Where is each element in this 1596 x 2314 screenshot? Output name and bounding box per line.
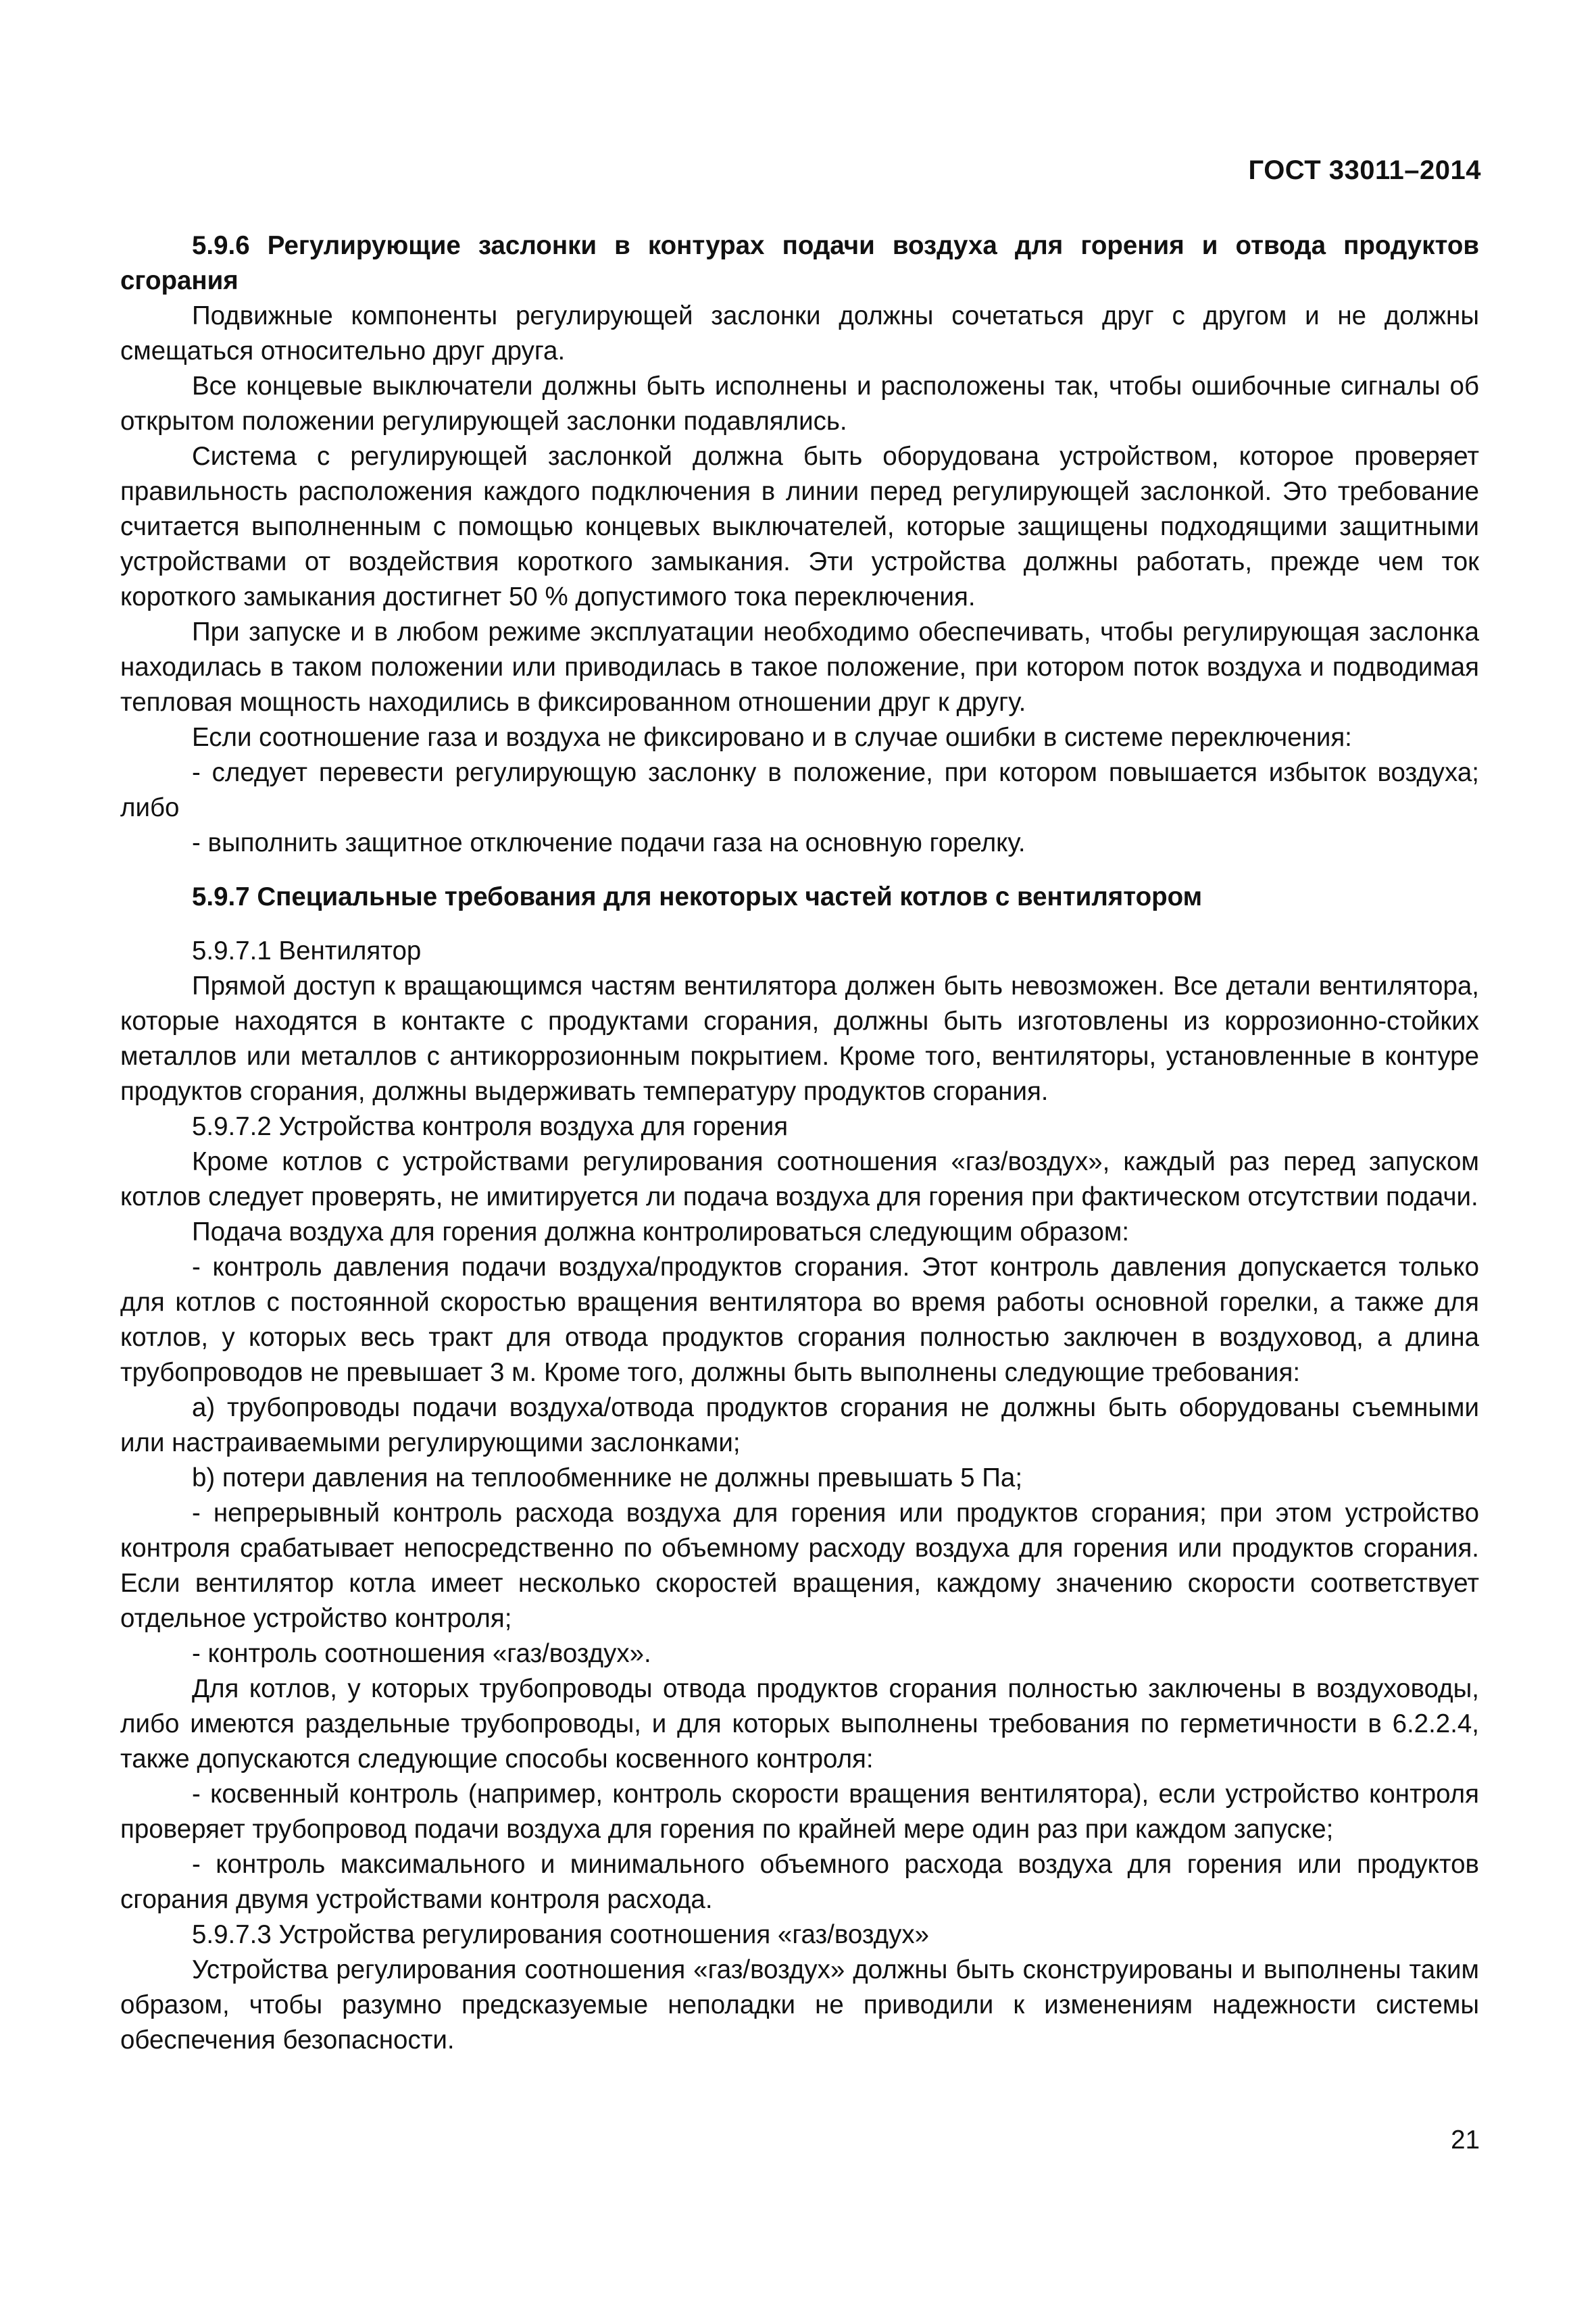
paragraph: 5.9.7.1 Вентилятор: [192, 936, 422, 965]
section-heading: 5.9.7 Специальные требования для некоторых частей котлов с вентилятором: [192, 882, 1203, 911]
paragraph: Устройства регулирования соотношения «газ/воздух» должны быть сконструированы и выполнены таким образом, чтобы разумно предсказуемые неполадки не приводили к изменениям надежности системы обеспечения безопасности.: [120, 1955, 1479, 2055]
paragraph: 5.9.7.3 Устройства регулирования соотношения «газ/воздух»: [192, 1920, 930, 1949]
paragraph: b) потери давления на теплообменнике не должны превышать 5 Па;: [192, 1463, 1023, 1492]
paragraph: - контроль давления подачи воздуха/продуктов сгорания. Этот контроль давления допускается только для котлов с постоянной скоростью вращения вентилятора во время работы основной горелки, а также для котлов, у которых весь тракт для отвода продуктов сгорания полностью заключен в воздуховод, а длина трубопроводов не превышает 3 м. Кроме того, должны быть выполнены следующие требования:: [120, 1253, 1479, 1387]
paragraph: Для котлов, у которых трубопроводы отвода продуктов сгорания полностью заключены в воздуховоды, либо имеются раздельные трубопроводы, и для которых выполнены требования по герметичности в 6.2.2.4, также допускаются следующие способы косвенного контроля:: [120, 1674, 1479, 1774]
paragraph: Если соотношение газа и воздуха не фиксировано и в случае ошибки в системе переключения:: [192, 723, 1352, 752]
paragraph: Подвижные компоненты регулирующей заслонки должны сочетаться друг с другом и не должны смещаться относительно друг друга.: [120, 301, 1479, 366]
paragraph: Подача воздуха для горения должна контролироваться следующим образом:: [192, 1217, 1130, 1247]
paragraph: - следует перевести регулирующую заслонку в положение, при котором повышается избыток воздуха; либо: [120, 758, 1479, 822]
paragraph: - непрерывный контроль расхода воздуха для горения или продуктов сгорания; при этом устройство контроля срабатывает непосредственно по объемному расходу воздуха для горения или продуктов сгорания. Если вентилятор котла имеет несколько скоростей вращения, каждому значению скорости соответствует отдельное устройство контроля;: [120, 1499, 1479, 1633]
document-standard-id: ГОСТ 33011–2014: [1248, 155, 1481, 185]
paragraph: Все концевые выключатели должны быть исполнены и расположены так, чтобы ошибочные сигналы об открытом положении регулирующей заслонки подавлялись.: [120, 372, 1479, 436]
section-heading: 5.9.6 Регулирующие заслонки в контурах подачи воздуха для горения и отвода продуктов сгорания: [120, 231, 1479, 295]
document-body: [120, 228, 1479, 2058]
paragraph: - контроль максимального и минимального объемного расхода воздуха для горения или продуктов сгорания двумя устройствами контроля расхода.: [120, 1850, 1479, 1914]
paragraph: 5.9.7.2 Устройства контроля воздуха для горения: [192, 1112, 789, 1141]
paragraph: - выполнить защитное отключение подачи газа на основную горелку.: [192, 828, 1026, 857]
paragraph: - косвенный контроль (например, контроль скорости вращения вентилятора), если устройство контроля проверяет трубопровод подачи воздуха для горения по крайней мере один раз при каждом запуске;: [120, 1780, 1479, 1844]
paragraph: a) трубопроводы подачи воздуха/отвода продуктов сгорания не должны быть оборудованы съемными или настраиваемыми регулирующими заслонками;: [120, 1393, 1479, 1457]
paragraph: Кроме котлов с устройствами регулирования соотношения «газ/воздух», каждый раз перед запуском котлов следует проверять, не имитируется ли подача воздуха для горения при фактическом отсутствии подачи.: [120, 1147, 1479, 1211]
page-number: 21: [1451, 2126, 1480, 2155]
paragraph: При запуске и в любом режиме эксплуатации необходимо обеспечивать, чтобы регулирующая заслонка находилась в таком положении или приводилась в такое положение, при котором поток воздуха и подводимая тепловая мощность находились в фиксированном отношении друг к другу.: [120, 618, 1479, 717]
paragraph: Система с регулирующей заслонкой должна быть оборудована устройством, которое проверяет правильность расположения каждого подключения в линии перед регулирующей заслонкой. Это требование считается выполненным с помощью концевых выключателей, которые защищены подходящими защитными устройствами от воздействия короткого замыкания. Эти устройства должны работать, прежде чем ток короткого замыкания достигнет 50 % допустимого тока переключения.: [120, 442, 1479, 611]
paragraph: - контроль соотношения «газ/воздух».: [192, 1639, 651, 1668]
paragraph: Прямой доступ к вращающимся частям вентилятора должен быть невозможен. Все детали вентилятора, которые находятся в контакте с продуктами сгорания, должны быть изготовлены из коррозионно-стойких металлов или металлов с антикоррозионным покрытием. Кроме того, вентиляторы, установленные в контуре продуктов сгорания, должны выдерживать температуру продуктов сгорания.: [120, 972, 1479, 1106]
